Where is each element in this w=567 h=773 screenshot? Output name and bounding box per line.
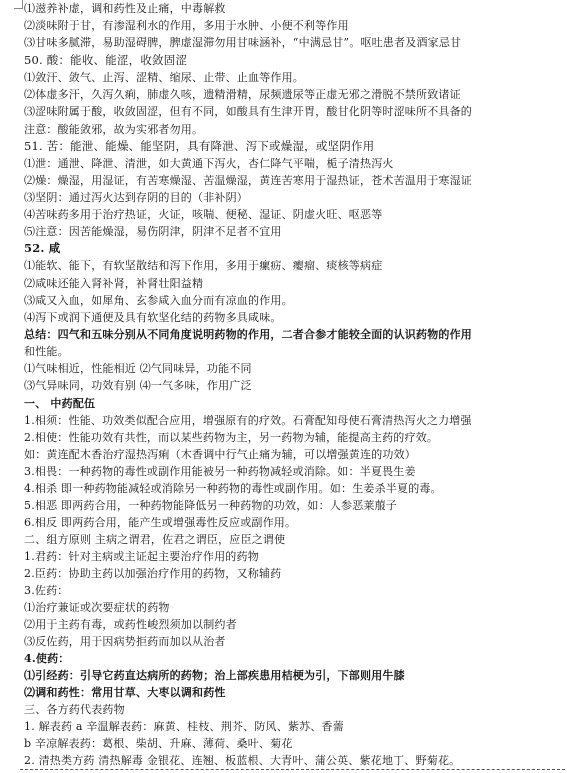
text-line: ⑵体虚多汗，久泻久痢，肺虚久咳，遗精滑精，尿频遗尿等正虚无邪之滑脱不禁所致诸证 — [24, 88, 461, 101]
text-line: 1.君药：针对主病或主证起主要治疗作用的药物 — [24, 550, 259, 563]
text-line: ⑴敛汗、敛气、止泻、涩精、缩尿、止带、止血等作用。 — [24, 71, 304, 84]
text-line: ⑴引经药：引导它药直达病所的药物；治上部疾患用桔梗为引，下部则用牛膝 — [24, 669, 405, 682]
text-line: ⑷泻下或润下通便及具有软坚化结的药物多具咸味。 — [24, 311, 282, 324]
text-line: 2. 清热类方药 清热解毒 金银花、连翘、板蓝根、大青叶、蒲公英、紫花地丁、野菊花。 — [24, 754, 461, 767]
text-line: b 辛凉解表药：葛根、柴胡、升麻、薄荷、桑叶、菊花 — [24, 737, 293, 750]
text-line: 4.使药： — [24, 652, 70, 665]
text-line: 1.相须：性能、功效类似配合应用，增强原有的疗效。石膏配知母使石膏清热泻火之力增强 — [24, 414, 472, 427]
text-line: ⑴能软、能下，有软坚散结和泻下作用，多用于瘰疬、瘿瘤、痰核等病症 — [24, 259, 383, 272]
page-break-divider — [20, 769, 565, 770]
text-line: 5.相恶 即两药合用，一种药物能降低另一种药物的功效，如：人参恶莱菔子 — [24, 499, 397, 512]
text-line: ⑶反佐药，用于因病势拒药而加以从治者 — [24, 635, 226, 648]
text-line: ⑵用于主药有毒，或药性峻烈须加以制约者 — [24, 618, 237, 631]
text-line: ⑶涩味附属于酸，收敛固涩，但有不同，如酸具有生津开胃，酸甘化阴等时涩味所不具备的 — [24, 105, 472, 118]
text-line: 3.佐药： — [24, 584, 69, 597]
text-line: ⑵淡味附于甘，有渗湿利水的作用，多用于水肿、小便不利等作用 — [24, 19, 349, 32]
text-line: 如：黄连配木香治疗湿热泻痢（木香调中行气止痛为辅，可以增强黄连的功效） — [24, 448, 416, 461]
text-line: ⑶气异味同，功效有别 ⑷一气多味，作用广泛 — [24, 379, 252, 392]
text-line: 注意：酸能敛邪，故为实邪者勿用。 — [24, 123, 204, 136]
text-line: ⑴治疗兼证或次要症状的药物 — [24, 601, 170, 614]
section-heading: 52. 咸 — [24, 241, 61, 255]
text-line: 4.相杀 即一种药物能减轻或消除另一种药物的毒性或副作用。如：生姜杀半夏的毒。 — [24, 482, 442, 495]
section-heading: 一、 中药配伍 — [24, 397, 96, 410]
text-line: ⑷苦味药多用于治疗热证，火证，咳喘、便秘、湿证、阴虚火旺、呕恶等 — [24, 208, 383, 221]
text-line: ⑸注意：因苦能燥湿，易伤阴津，阴津不足者不宜用 — [24, 225, 282, 238]
text-line: 1. 解表药 a 辛温解表药：麻黄、桂枝、荆芥、防风、紫苏、香薷 — [24, 720, 344, 733]
text-line: ⑴泄：通泄、降泄、清泄，如大黄通下泻火，杏仁降气平喘，栀子清热泻火 — [24, 157, 394, 170]
section-heading: 51. 苦：能泄、能燥、能坚阴，具有降泄、泻下或燥湿，或坚阴作用 — [24, 139, 375, 153]
text-line: ⑴滋养补虚，调和药性及止痛，中毒解救 — [24, 2, 226, 15]
text-line: ⑵咸味还能入肾补肾，补肾壮阳益精 — [24, 277, 204, 290]
text-line: ⑶咸又入血，如犀角、玄参咸入血分而有凉血的作用。 — [24, 294, 293, 307]
text-line: ⑵燥：燥湿，用湿证，有苦寒燥湿、苦温燥湿，黄连苦寒用于湿热证，苍术苦温用于寒湿证 — [24, 174, 472, 187]
text-line: 和性能。 — [24, 345, 69, 358]
text-line: 2.臣药：协助主药以加强治疗作用的药物，又称辅药 — [24, 567, 282, 580]
text-line: ⑶坚阴：通过泻火达到存阴的目的（非补阴） — [24, 191, 248, 204]
text-line: 3.相畏：一种药物的毒性或副作用能被另一种药物减轻或消除。如：半夏畏生姜 — [24, 465, 416, 478]
text-line: ⑵调和药性：常用甘草、大枣以调和药性 — [24, 686, 226, 699]
section-heading: 三、各方药代表药物 — [24, 703, 125, 716]
summary-line: 总结：四气和五味分别从不同角度说明药物的作用，二者合参才能较全面的认识药物的作用 — [24, 328, 472, 341]
page-corner-mark — [14, 0, 23, 9]
section-heading: 二、组方原则 主病之谓君，佐君之谓臣，应臣之谓使 — [24, 533, 286, 546]
text-line: ⑶甘味多腻滞，易助湿碍脾，脾虚湿滞勿用甘味涵补，“中满忌甘”。呕吐患者及酒家忌甘 — [24, 36, 462, 49]
text-line: ⑴气味相近，性能相近 ⑵气同味异，功能不同 — [24, 362, 252, 375]
section-heading: 50. 酸：能收、能涩，收敛固涩 — [24, 53, 188, 67]
text-line: 6.相反 即两药合用，能产生或增强毒性反应或副作用。 — [24, 516, 297, 529]
text-line: 2.相使：性能功效有共性，而以某些药物为主，另一药物为辅，能提高主药的疗效。 — [24, 431, 439, 444]
